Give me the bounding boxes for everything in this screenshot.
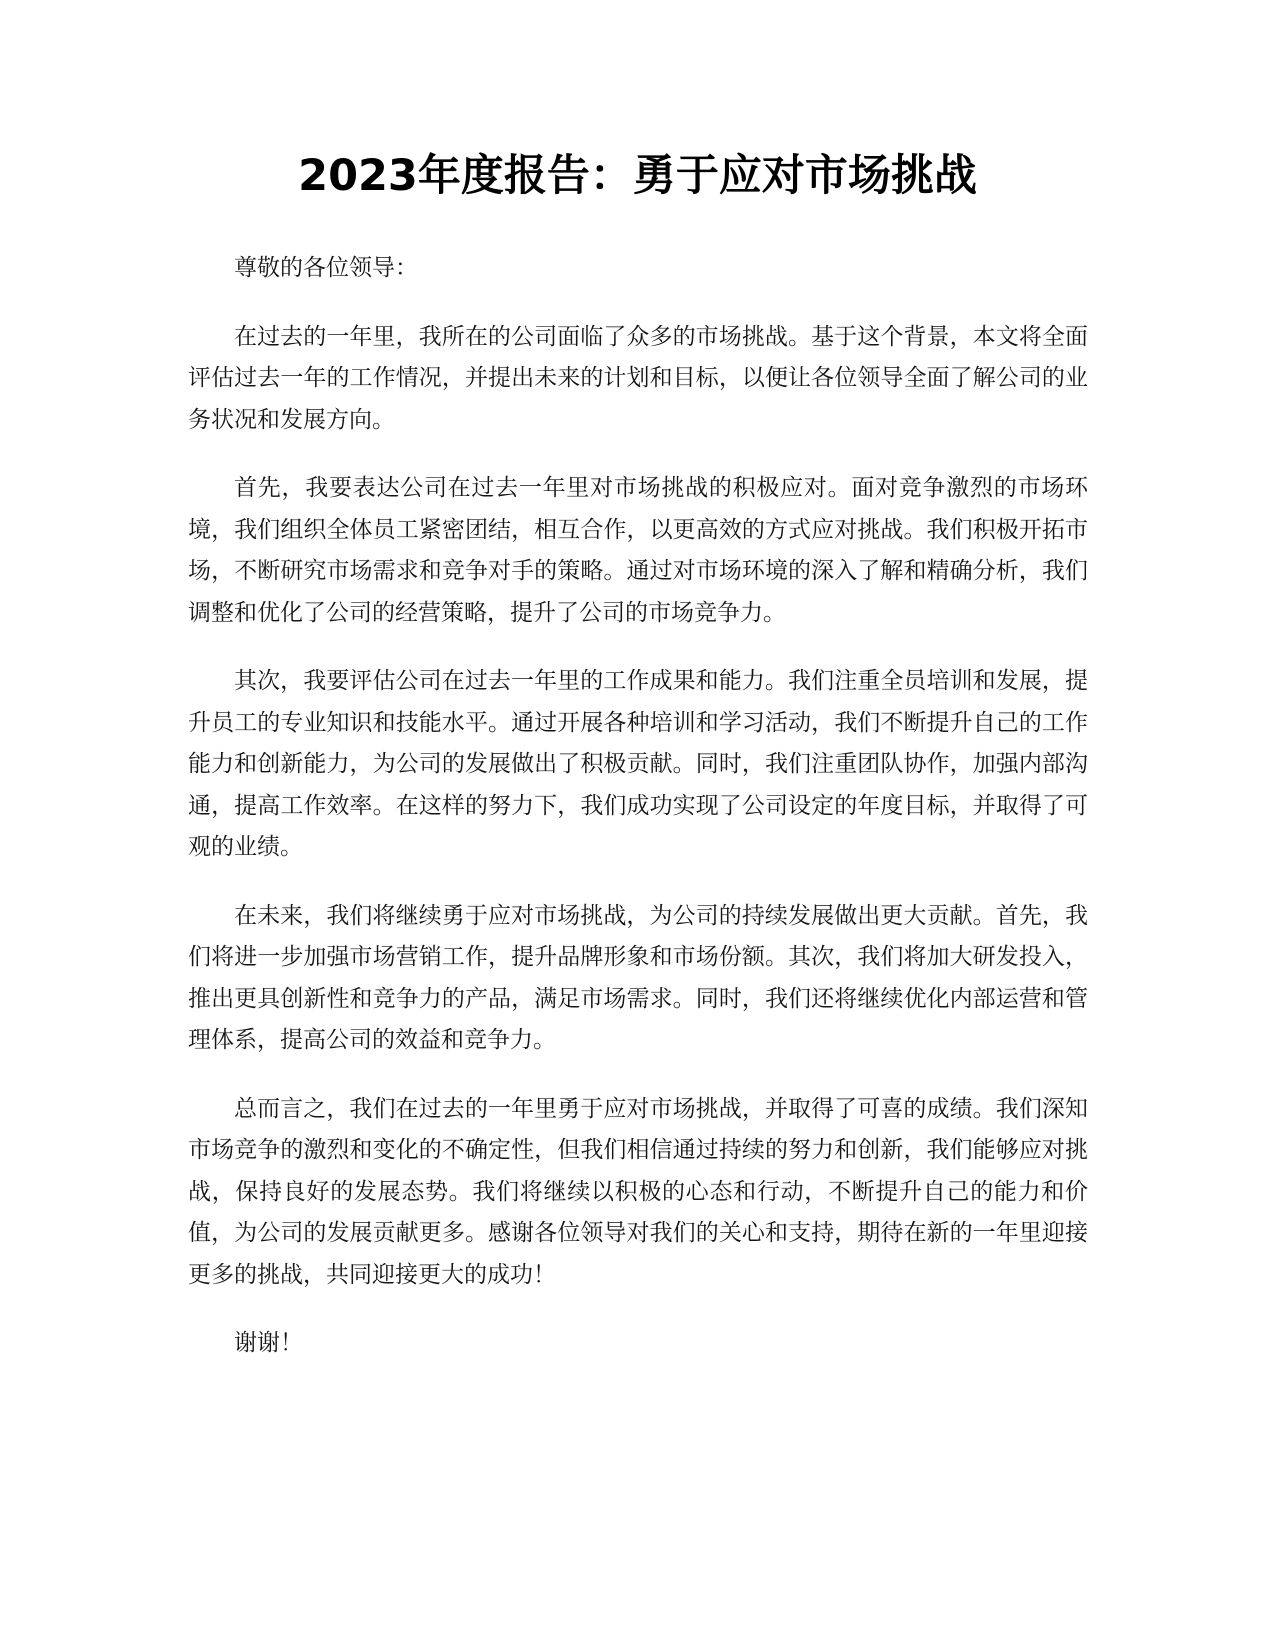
document-title: 2023年度报告：勇于应对市场挑战 [298,151,977,201]
paragraph-market-response: 首先，我要表达公司在过去一年里对市场挑战的积极应对。面对竞争激烈的市场环境，我们组织全体员工紧密团结，相互合作，以更高效的方式应对挑战。我们积极开拓市场，不断研究市场需求和竞争对手的策略。通过对市场环境的深入了解和精确分析，我们调整和优化了公司的经营策略，提升了公司的市场竞争力。 [188,475,1088,626]
paragraph-conclusion: 总而言之，我们在过去的一年里勇于应对市场挑战，并取得了可喜的成绩。我们深知市场竞争的激烈和变化的不确定性，但我们相信通过持续的努力和创新，我们能够应对挑战，保持良好的发展态势。我们将继续以积极的心态和行动，不断提升自己的能力和价值，为公司的发展贡献更多。感谢各位领导对我们的关心和支持，期待在新的一年里迎接更多的挑战，共同迎接更大的成功！ [188,1095,1088,1288]
paragraph-intro: 在过去的一年里，我所在的公司面临了众多的市场挑战。基于这个背景，本文将全面评估过去一年的工作情况，并提出未来的计划和目标，以便让各位领导全面了解公司的业务状况和发展方向。 [188,323,1088,433]
paragraph-future-plans: 在未来，我们将继续勇于应对市场挑战，为公司的持续发展做出更大贡献。首先，我们将进一步加强市场营销工作，提升品牌形象和市场份额。其次，我们将加大研发投入，推出更具创新性和竞争力的产品，满足市场需求。同时，我们还将继续优化内部运营和管理体系，提高公司的效益和竞争力。 [188,902,1088,1053]
salutation: 尊敬的各位领导： [234,255,418,281]
paragraph-achievements: 其次，我要评估公司在过去一年里的工作成果和能力。我们注重全员培训和发展，提升员工的专业知识和技能水平。通过开展各种培训和学习活动，我们不断提升自己的工作能力和创新能力，为公司的发展做出了积极贡献。同时，我们注重团队协作，加强内部沟通，提高工作效率。在这样的努力下，我们成功实现了公司设定的年度目标，并取得了可观的业绩。 [188,668,1088,860]
document-body [188,248,1088,1392]
closing-thanks: 谢谢！ [234,1330,303,1356]
